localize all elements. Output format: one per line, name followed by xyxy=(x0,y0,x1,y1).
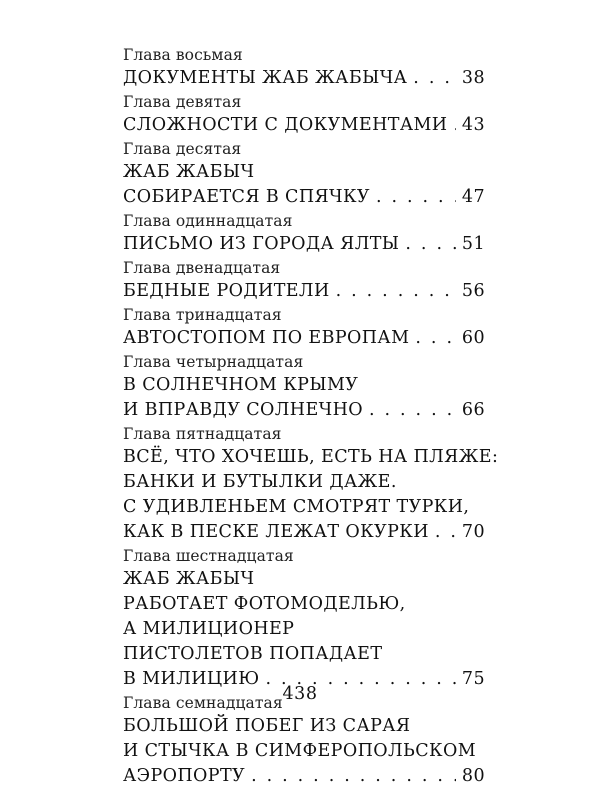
chapter-title-line xyxy=(123,764,485,789)
dot-leader xyxy=(415,326,456,351)
chapter-title-line: ЖАБ ЖАБЫЧ xyxy=(123,569,255,589)
chapter-title-text: КАК В ПЕСКЕ ЛЕЖАТ ОКУРКИ xyxy=(123,522,429,542)
chapter-title-text: В МИЛИЦИЮ xyxy=(123,669,260,689)
chapter-title-line: ЖАБ ЖАБЫЧ xyxy=(123,162,255,182)
chapter-label: Глава шестнадцатая xyxy=(123,547,294,565)
page-reference: 38 xyxy=(461,68,485,88)
toc-entry[interactable] xyxy=(123,423,499,545)
chapter-title-line xyxy=(123,66,485,91)
chapter-title-line: А МИЛИЦИОНЕР xyxy=(123,619,295,639)
dot-leader xyxy=(435,520,456,545)
toc-entry[interactable] xyxy=(123,138,485,210)
chapter-label: Глава четырнадцатая xyxy=(123,353,304,371)
page-reference: 51 xyxy=(461,234,485,254)
chapter-title-text: СОБИРАЕТСЯ В СПЯЧКУ xyxy=(123,187,370,207)
chapter-title-line: ПИСТОЛЕТОВ ПОПАДАЕТ xyxy=(123,644,383,664)
chapter-label: Глава семнадцатая xyxy=(123,694,283,712)
chapter-title-text: ПИСЬМО ИЗ ГОРОДА ЯЛТЫ xyxy=(123,234,400,254)
toc-entry[interactable] xyxy=(123,545,485,692)
chapter-label: Глава десятая xyxy=(123,140,242,158)
dot-leader xyxy=(336,279,456,304)
page-reference: 80 xyxy=(461,766,485,786)
page-reference: 75 xyxy=(461,669,485,689)
page-reference: 66 xyxy=(461,400,485,420)
chapter-label: Глава тринадцатая xyxy=(123,306,282,324)
chapter-title-line: В СОЛНЕЧНОМ КРЫМУ xyxy=(123,375,359,395)
chapter-title-text: СЛОЖНОСТИ С ДОКУМЕНТАМИ xyxy=(123,115,448,135)
chapter-title-line: С УДИВЛЕНЬЕМ СМОТРЯТ ТУРКИ, xyxy=(123,497,470,517)
chapter-title-line xyxy=(123,326,485,351)
chapter-title-text: ДОКУМЕНТЫ ЖАБ ЖАБЫЧА xyxy=(123,68,408,88)
toc-entry[interactable] xyxy=(123,257,485,304)
chapter-title-text: И ВПРАВДУ СОЛНЕЧНО xyxy=(123,400,363,420)
chapter-title-line xyxy=(123,398,485,423)
chapter-title-line: БАНКИ И БУТЫЛКИ ДАЖЕ. xyxy=(123,472,397,492)
dot-leader xyxy=(376,185,456,210)
chapter-title-line: РАБОТАЕТ ФОТОМОДЕЛЬЮ, xyxy=(123,594,406,614)
dot-leader xyxy=(251,764,456,789)
chapter-title-line: БОЛЬШОЙ ПОБЕГ ИЗ САРАЯ xyxy=(123,716,411,736)
toc-entry[interactable] xyxy=(123,351,485,423)
chapter-title-text: АВТОСТОПОМ ПО ЕВРОПАМ xyxy=(123,328,410,348)
chapter-title-line xyxy=(123,520,485,545)
page-reference: 70 xyxy=(461,522,485,542)
chapter-title-line xyxy=(123,279,485,304)
toc-entry[interactable] xyxy=(123,44,485,91)
chapter-label: Глава пятнадцатая xyxy=(123,425,282,443)
page-reference: 60 xyxy=(461,328,485,348)
chapter-title-text: БЕДНЫЕ РОДИТЕЛИ xyxy=(123,281,330,301)
chapter-title-line: ВСЁ, ЧТО ХОЧЕШЬ, ЕСТЬ НА ПЛЯЖЕ: xyxy=(123,447,499,467)
chapter-label: Глава двенадцатая xyxy=(123,259,281,277)
dot-leader xyxy=(413,66,456,91)
page-reference: 43 xyxy=(461,115,485,135)
toc-entry[interactable] xyxy=(123,91,485,138)
chapter-label: Глава девятая xyxy=(123,93,242,111)
toc-entry[interactable] xyxy=(123,692,485,789)
chapter-title-line: И СТЫЧКА В СИМФЕРОПОЛЬСКОМ xyxy=(123,741,477,761)
chapter-title-line xyxy=(123,113,485,138)
chapter-title-line xyxy=(123,185,485,210)
chapter-label: Глава одиннадцатая xyxy=(123,212,293,230)
toc-entry[interactable] xyxy=(123,210,485,257)
toc-entry[interactable] xyxy=(123,304,485,351)
dot-leader xyxy=(453,113,455,138)
page-reference: 47 xyxy=(461,187,485,207)
dot-leader xyxy=(369,398,456,423)
chapter-title-line xyxy=(123,232,485,257)
table-of-contents xyxy=(123,44,499,789)
chapter-label: Глава восьмая xyxy=(123,46,243,64)
page-reference: 56 xyxy=(461,281,485,301)
page-number: 438 xyxy=(282,684,318,704)
dot-leader xyxy=(405,232,456,257)
chapter-title-text: АЭРОПОРТУ xyxy=(123,766,246,786)
